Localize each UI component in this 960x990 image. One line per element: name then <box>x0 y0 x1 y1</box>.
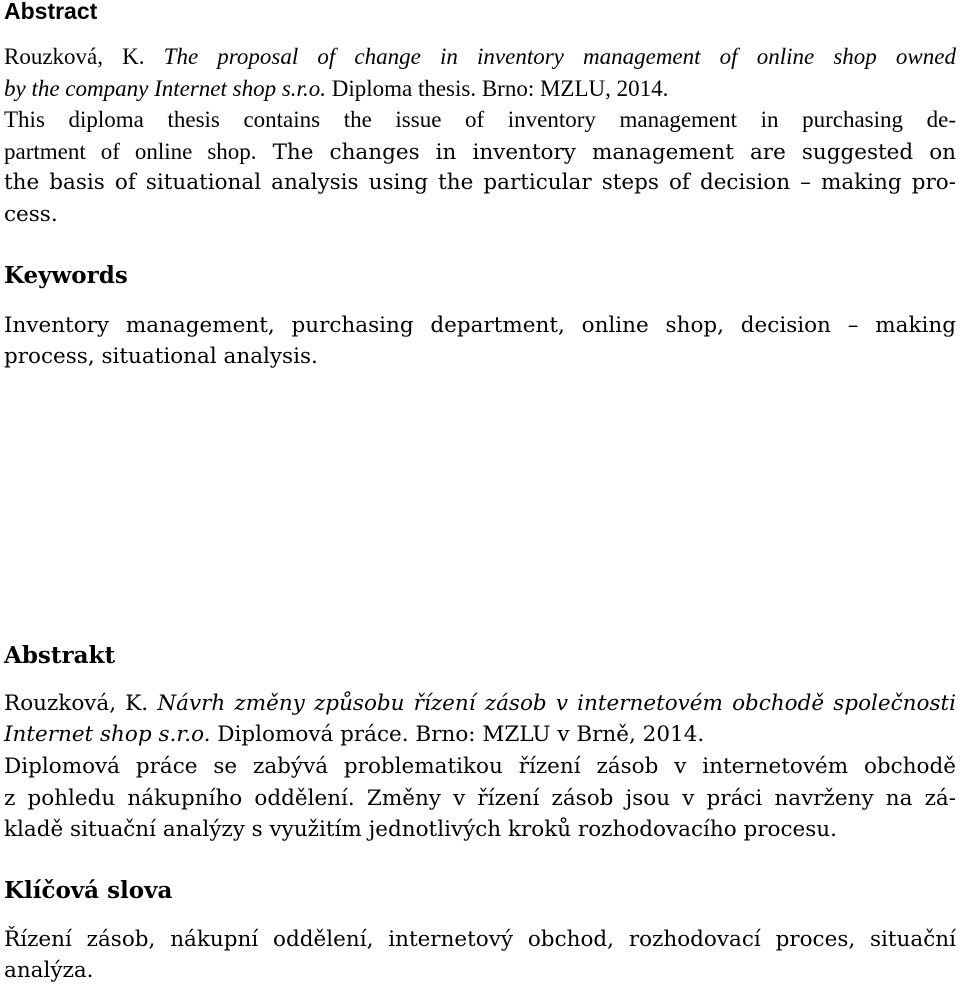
abstract-citation-line-1 <box>4 41 956 73</box>
abstrakt-body-line-3: kladě situační analýzy s využitím jednotlivých kroků rozhodovacího procesu. <box>4 817 837 842</box>
keywords-heading: Keywords <box>4 262 128 289</box>
abstract-body-line-4: cess. <box>4 202 58 227</box>
klicova-slova-line-1: Řízení zásob, nákupní oddělení, internetový obchod, rozhodovací proces, situační <box>4 927 956 952</box>
abstract-body-line-2b: The changes in inventory management are suggested on <box>256 140 956 165</box>
abstrakt-body-line-2: z pohledu nákupního oddělení. Změny v řízení zásob jsou v práci navrženy na zá- <box>4 786 956 811</box>
abstract-citation-title-1: The proposal of change in inventory management of online shop owned <box>163 44 956 69</box>
abstrakt-citation-author: Rouzková, K. <box>4 691 158 716</box>
abstract-citation-rest: Diploma thesis. Brno: MZLU, 2014. <box>325 76 669 101</box>
abstrakt-body-line-1: Diplomová práce se zabývá problematikou řízení zásob v internetovém obchodě <box>4 754 956 779</box>
klicova-slova-heading: Klíčová slova <box>4 877 173 904</box>
abstract-body-line-2a: partment of online shop. <box>4 139 257 164</box>
abstract-heading: Abstract <box>4 0 98 24</box>
abstrakt-citation-rest: Diplomová práce. Brno: MZLU v Brně, 2014. <box>210 722 705 747</box>
abstrakt-citation-line-2 <box>4 719 704 751</box>
abstract-citation-title-2: by the company Internet shop s.r.o. <box>4 76 326 101</box>
abstract-body-line-2 <box>4 136 956 169</box>
abstract-body-line-1: This diploma thesis contains the issue of inventory management in purchasing de- <box>4 107 956 132</box>
keywords-line-2: process, situational analysis. <box>4 344 318 369</box>
abstrakt-citation-title-1: Návrh změny způsobu řízení zásob v internetovém obchodě společnosti <box>157 691 956 716</box>
abstract-citation-line-2 <box>4 73 668 105</box>
abstrakt-citation-title-2: Internet shop s.r.o. <box>4 722 211 747</box>
abstract-citation-author: Rouzková, K. <box>4 44 164 69</box>
abstrakt-citation-line-1 <box>4 688 956 720</box>
abstrakt-heading: Abstrakt <box>4 642 116 669</box>
keywords-line-1: Inventory management, purchasing department, online shop, decision – making <box>4 313 956 338</box>
klicova-slova-line-2: analýza. <box>4 958 94 983</box>
abstract-body-line-3: the basis of situational analysis using the particular steps of decision – making pro- <box>4 170 956 195</box>
